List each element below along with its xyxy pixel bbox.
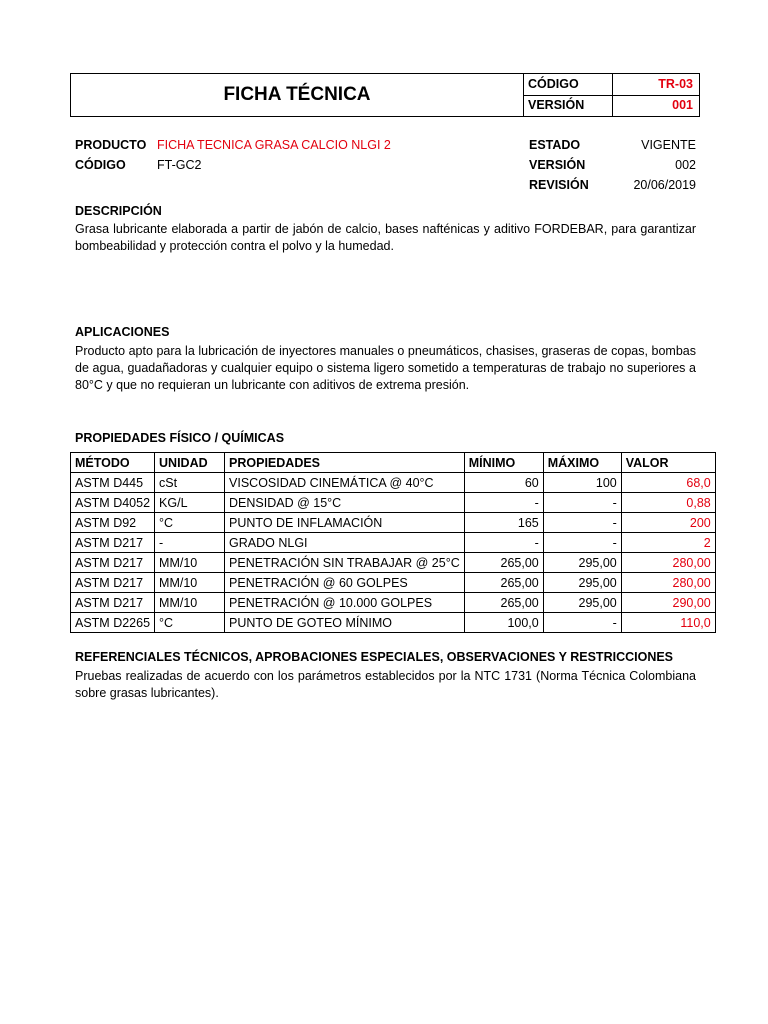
cell-minimo: 60 bbox=[464, 473, 543, 493]
cell-unidad: °C bbox=[155, 513, 225, 533]
aplicaciones-heading: APLICACIONES bbox=[75, 325, 170, 339]
estado-label: ESTADO bbox=[529, 138, 581, 152]
cell-unidad: MM/10 bbox=[155, 593, 225, 613]
cell-maximo: 295,00 bbox=[543, 573, 621, 593]
cell-propiedad: GRADO NLGI bbox=[225, 533, 465, 553]
codigo-label: CÓDIGO bbox=[75, 158, 126, 172]
version-label: VERSIÓN bbox=[529, 158, 586, 172]
cell-valor: 0,88 bbox=[621, 493, 715, 513]
table-row bbox=[71, 613, 716, 633]
col-header-propiedades: PROPIEDADES bbox=[225, 453, 465, 473]
col-header-minimo: MÍNIMO bbox=[464, 453, 543, 473]
cell-maximo: - bbox=[543, 493, 621, 513]
header-box bbox=[70, 73, 700, 117]
cell-metodo: ASTM D217 bbox=[71, 593, 155, 613]
col-header-metodo: MÉTODO bbox=[71, 453, 155, 473]
referenciales-text: Pruebas realizadas de acuerdo con los parámetros establecidos por la NTC 1731 (Norma Técnica Colombiana sobre grasas lubricantes). bbox=[75, 669, 696, 700]
codigo-value: FT-GC2 bbox=[157, 158, 202, 172]
header-codigo-value: TR-03 bbox=[658, 77, 693, 91]
estado-value: VIGENTE bbox=[641, 138, 696, 152]
descripcion-text: Grasa lubricante elaborada a partir de jabón de calcio, bases nafténicas y aditivo FORDEBAR, para garantizar bombeabilidad y protección contra el polvo y la humedad. bbox=[75, 222, 696, 253]
col-header-valor: VALOR bbox=[621, 453, 715, 473]
table-row bbox=[71, 493, 716, 513]
cell-minimo: - bbox=[464, 533, 543, 553]
cell-maximo: - bbox=[543, 613, 621, 633]
cell-minimo: 265,00 bbox=[464, 553, 543, 573]
cell-metodo: ASTM D4052 bbox=[71, 493, 155, 513]
cell-propiedad: PENETRACIÓN @ 60 GOLPES bbox=[225, 573, 465, 593]
referenciales-heading: REFERENCIALES TÉCNICOS, APROBACIONES ESPECIALES, OBSERVACIONES Y RESTRICCIONES bbox=[75, 650, 674, 664]
header-codigo-label: CÓDIGO bbox=[523, 74, 613, 95]
header-version-label: VERSIÓN bbox=[523, 95, 613, 116]
header-version-value: 001 bbox=[672, 98, 693, 112]
cell-minimo: - bbox=[464, 493, 543, 513]
producto-label: PRODUCTO bbox=[75, 138, 147, 152]
document-title: FICHA TÉCNICA bbox=[71, 74, 524, 116]
table-row bbox=[71, 473, 716, 493]
cell-valor: 110,0 bbox=[621, 613, 715, 633]
revision-label: REVISIÓN bbox=[529, 178, 589, 192]
table-row bbox=[71, 573, 716, 593]
cell-unidad: KG/L bbox=[155, 493, 225, 513]
cell-valor: 290,00 bbox=[621, 593, 715, 613]
cell-propiedad: PENETRACIÓN @ 10.000 GOLPES bbox=[225, 593, 465, 613]
cell-unidad: - bbox=[155, 533, 225, 553]
cell-unidad: MM/10 bbox=[155, 553, 225, 573]
cell-maximo: - bbox=[543, 513, 621, 533]
propiedades-table bbox=[70, 452, 716, 633]
cell-maximo: 100 bbox=[543, 473, 621, 493]
cell-metodo: ASTM D2265 bbox=[71, 613, 155, 633]
cell-valor: 280,00 bbox=[621, 553, 715, 573]
cell-unidad: °C bbox=[155, 613, 225, 633]
col-header-maximo: MÁXIMO bbox=[543, 453, 621, 473]
cell-metodo: ASTM D92 bbox=[71, 513, 155, 533]
cell-propiedad: PUNTO DE INFLAMACIÓN bbox=[225, 513, 465, 533]
cell-minimo: 165 bbox=[464, 513, 543, 533]
revision-value: 20/06/2019 bbox=[633, 178, 696, 192]
cell-propiedad: PUNTO DE GOTEO MÍNIMO bbox=[225, 613, 465, 633]
cell-minimo: 265,00 bbox=[464, 573, 543, 593]
cell-metodo: ASTM D217 bbox=[71, 573, 155, 593]
cell-maximo: 295,00 bbox=[543, 553, 621, 573]
table-row bbox=[71, 533, 716, 553]
cell-metodo: ASTM D445 bbox=[71, 473, 155, 493]
cell-valor: 68,0 bbox=[621, 473, 715, 493]
cell-minimo: 265,00 bbox=[464, 593, 543, 613]
cell-metodo: ASTM D217 bbox=[71, 533, 155, 553]
cell-minimo: 100,0 bbox=[464, 613, 543, 633]
version-value: 002 bbox=[675, 158, 696, 172]
cell-propiedad: VISCOSIDAD CINEMÁTICA @ 40°C bbox=[225, 473, 465, 493]
cell-valor: 2 bbox=[621, 533, 715, 553]
cell-maximo: 295,00 bbox=[543, 593, 621, 613]
header-version-row bbox=[523, 95, 699, 116]
table-row bbox=[71, 513, 716, 533]
cell-metodo: ASTM D217 bbox=[71, 553, 155, 573]
cell-unidad: cSt bbox=[155, 473, 225, 493]
table-row bbox=[71, 553, 716, 573]
propiedades-heading: PROPIEDADES FÍSICO / QUÍMICAS bbox=[75, 431, 285, 445]
cell-maximo: - bbox=[543, 533, 621, 553]
cell-valor: 200 bbox=[621, 513, 715, 533]
aplicaciones-text: Producto apto para la lubricación de inyectores manuales o pneumáticos, chasises, graseras de copas, bombas de agua, guadañadoras y cualquier equipo o sistema ligero sometido a temperaturas de trabajo no superiores a 80°C y que no requieran un lubricante con aditivos de extrema presión. bbox=[75, 344, 696, 392]
table-row bbox=[71, 593, 716, 613]
col-header-unidad: UNIDAD bbox=[155, 453, 225, 473]
cell-propiedad: DENSIDAD @ 15°C bbox=[225, 493, 465, 513]
table-header-row bbox=[71, 453, 716, 473]
header-codigo-row bbox=[523, 74, 699, 96]
cell-valor: 280,00 bbox=[621, 573, 715, 593]
cell-propiedad: PENETRACIÓN SIN TRABAJAR @ 25°C bbox=[225, 553, 465, 573]
producto-value: FICHA TECNICA GRASA CALCIO NLGI 2 bbox=[157, 138, 391, 152]
descripcion-heading: DESCRIPCIÓN bbox=[75, 204, 162, 218]
cell-unidad: MM/10 bbox=[155, 573, 225, 593]
